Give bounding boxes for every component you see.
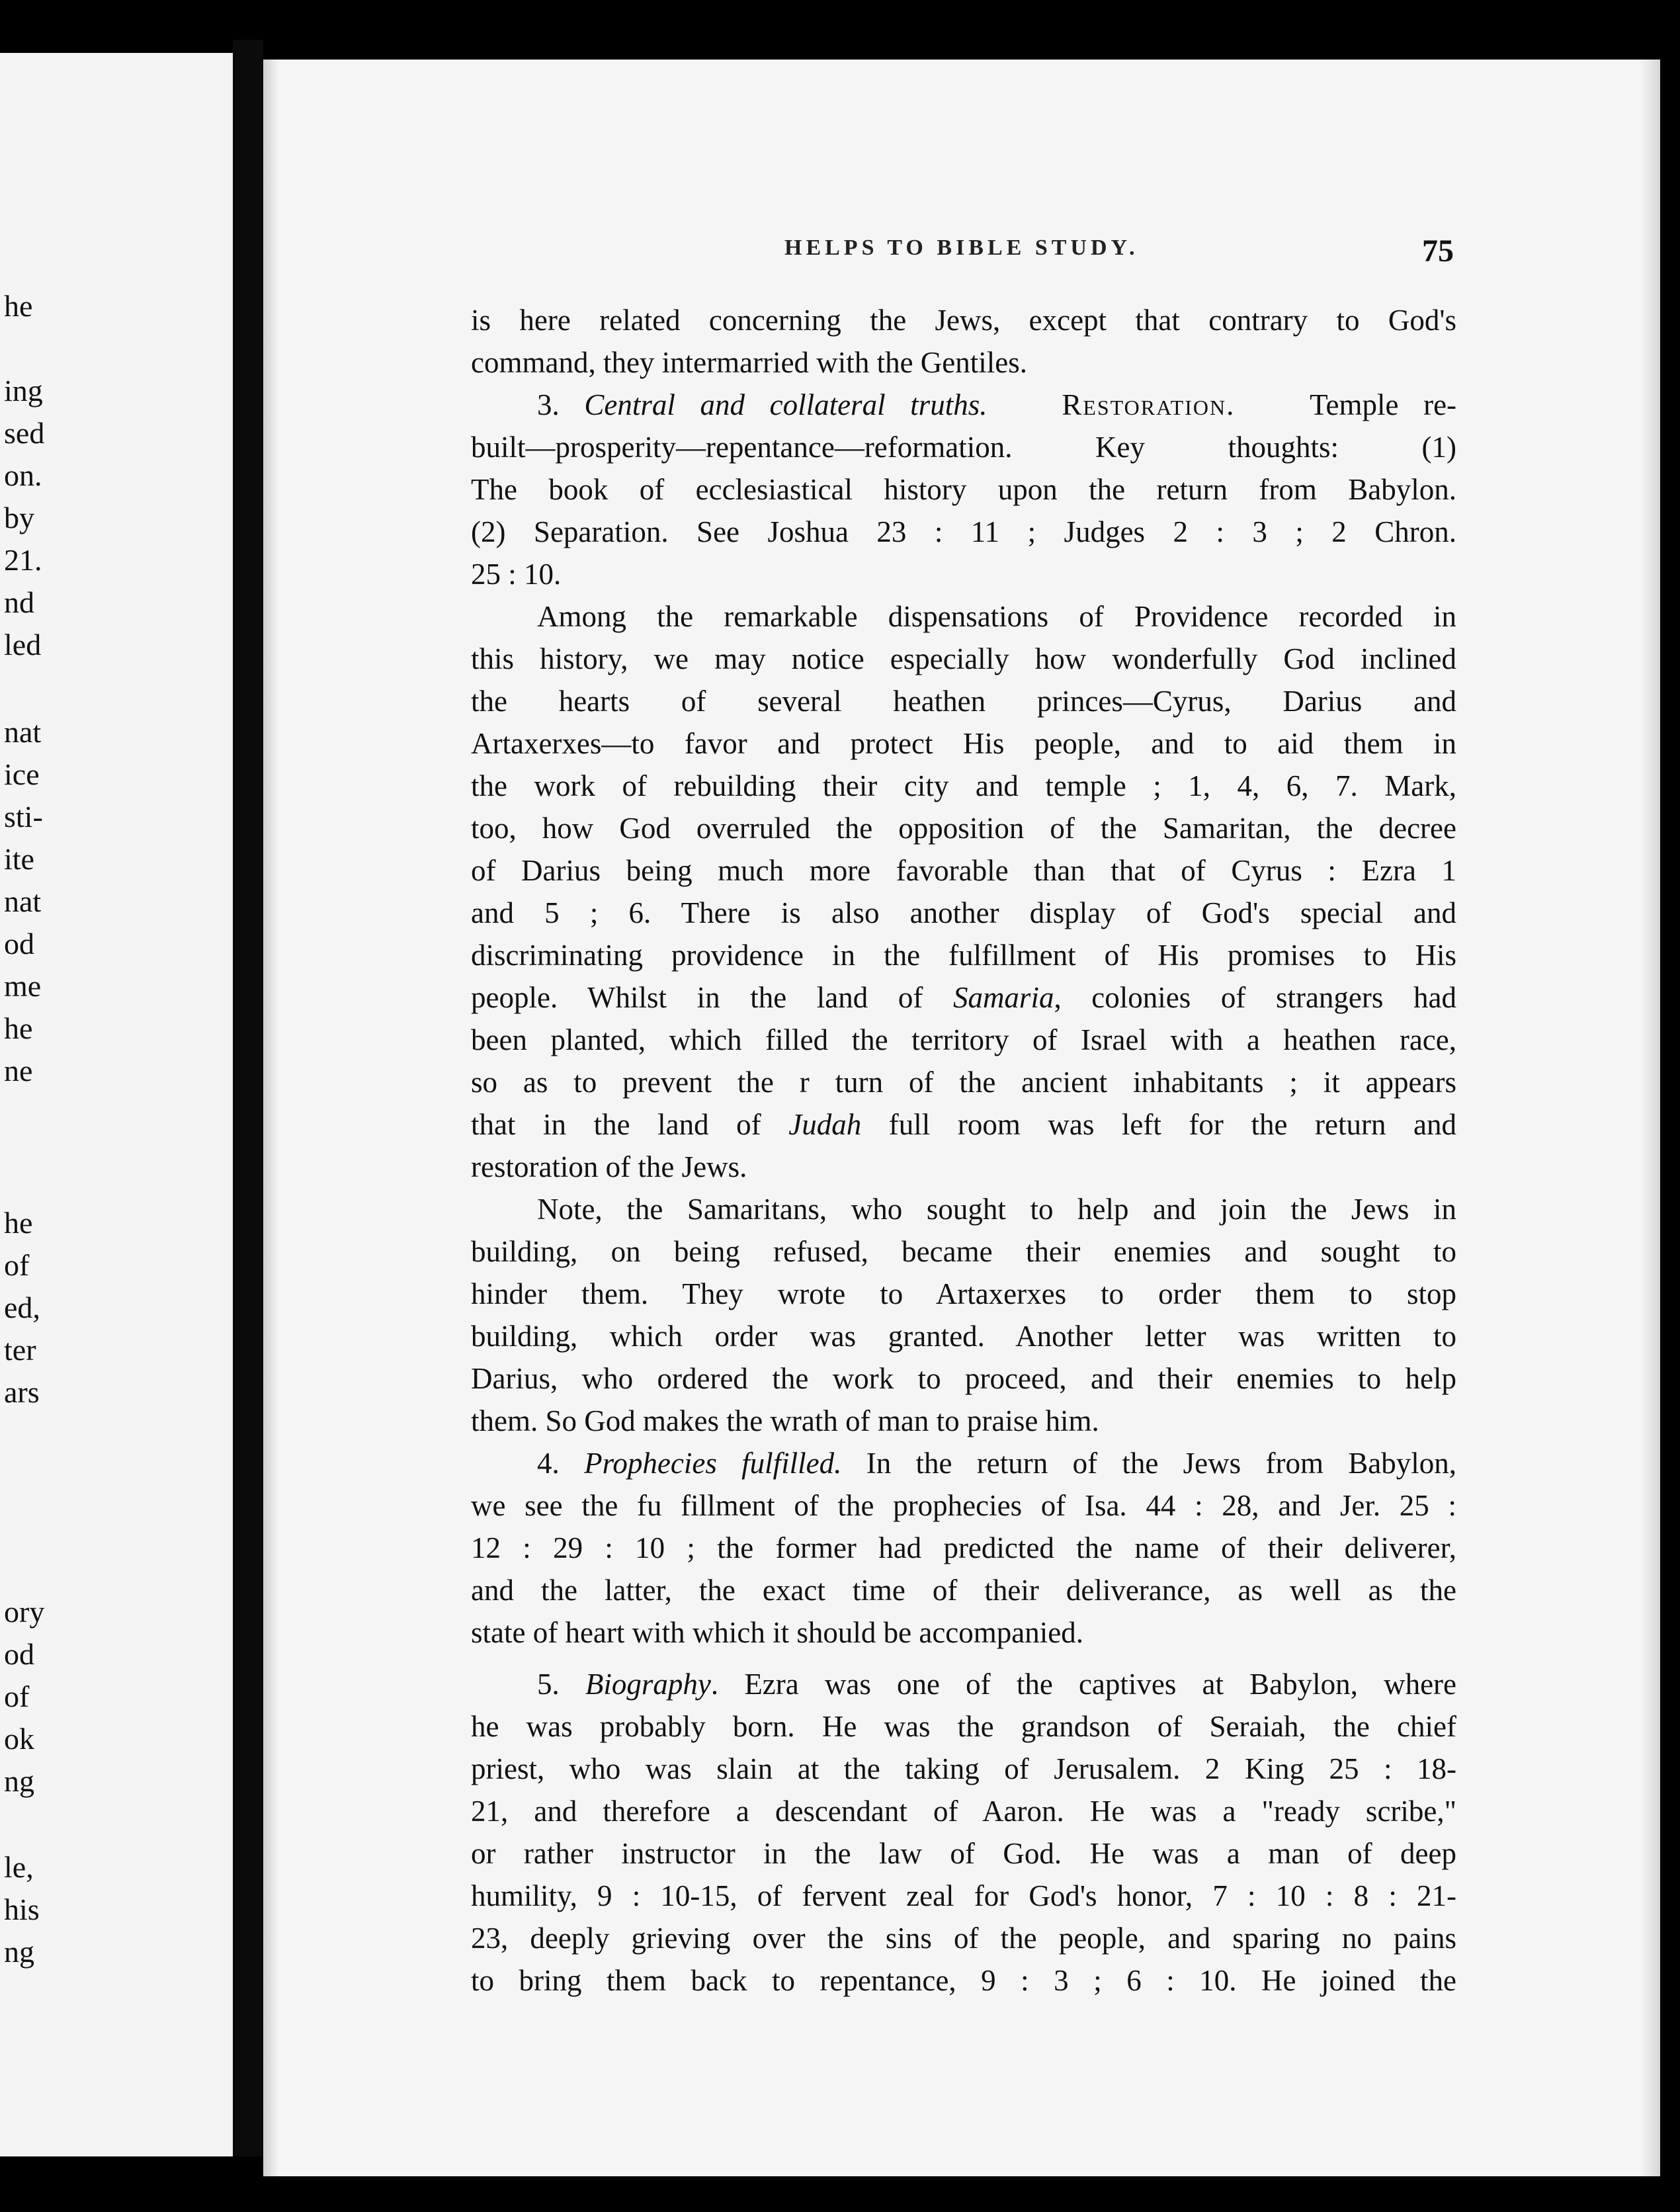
left-page-text-fragment: sed (4, 416, 45, 450)
text-line: this history, we may notice especially how wonderfully God inclined (471, 642, 1456, 675)
section-heading-line (471, 1442, 1456, 1484)
text-line: Note, the Samaritans, who sought to help and join the Jews in (537, 1193, 1456, 1226)
text-line: discriminating providence in the fulfillment of His promises to His (471, 939, 1456, 972)
book-gutter (233, 40, 263, 2156)
left-page-text-fragment: ed, (4, 1291, 40, 1324)
text-line: too, how God overruled the opposition of the Samaritan, the decree (471, 812, 1456, 845)
text-line: The book of ecclesiastical history upon the return from Babylon. (471, 473, 1456, 506)
left-page-text-fragment: sti- (4, 800, 43, 833)
text-line: priest, who was slain at the taking of Jerusalem. 2 King 25 : 18- (471, 1752, 1456, 1785)
section-heading-line (471, 384, 1456, 426)
text-line: Artaxerxes—to favor and protect His people, and to aid them in (471, 727, 1456, 760)
running-head: HELPS TO BIBLE STUDY. (784, 235, 1139, 260)
text-line: (2) Separation. See Joshua 23 : 11 ; Judges 2 : 3 ; 2 Chron. (471, 515, 1456, 548)
text-line (471, 1103, 1456, 1146)
text-line: state of heart with which it should be accompanied. (471, 1616, 1083, 1649)
left-page-text-fragment: me (4, 969, 42, 1003)
text-line: and 5 ; 6. There is also another display of God's special and (471, 896, 1456, 929)
left-page-text-fragment: ice (4, 757, 40, 791)
text-line: Among the remarkable dispensations of Providence recorded in (537, 600, 1456, 633)
text-line: hinder them. They wrote to Artaxerxes to order them to stop (471, 1277, 1456, 1310)
page-number: 75 (1422, 234, 1454, 269)
text-line: built—prosperity—repentance—reformation. Key thoughts: (1) (471, 431, 1456, 464)
left-page-text-fragment: 21. (4, 543, 42, 577)
text-fragment: . Ezra was one of the captives at Babylon, where (710, 1668, 1457, 1701)
section-heading-line (471, 1663, 1456, 1705)
left-page-text-fragment: by (4, 501, 34, 534)
section-number: 5. (537, 1668, 585, 1701)
left-page-text-fragment: on. (4, 458, 42, 492)
text-line: he was probably born. He was the grandson of Seraiah, the chief (471, 1710, 1456, 1743)
text-line: 12 : 29 : 10 ; the former had predicted the name of their deliverer, (471, 1531, 1456, 1564)
text-line: is here related concerning the Jews, except that contrary to God's (471, 304, 1456, 337)
left-page-text-fragment: led (4, 628, 42, 661)
text-body (471, 299, 1456, 2002)
left-page-text-fragment: he (4, 289, 33, 323)
text-line: humility, 9 : 10-15, of fervent zeal for God's honor, 7 : 10 : 8 : 21- (471, 1879, 1456, 1912)
text-line: so as to prevent the r turn of the ancient inhabitants ; it appears (471, 1066, 1456, 1099)
left-page-text-fragment: nat (4, 884, 42, 918)
left-page-text-fragment: his (4, 1893, 40, 1926)
text-fragment: In the return of the Jews from Babylon, (841, 1447, 1457, 1480)
left-page-text-fragment: od (4, 927, 34, 960)
text-fragment: Temple re- (1310, 388, 1457, 421)
place-name: Judah (788, 1108, 862, 1141)
text-line: them. So God makes the wrath of man to praise him. (471, 1404, 1099, 1437)
left-page-text-fragment: nd (4, 585, 34, 619)
text-fragment: people. Whilst in the land of (471, 981, 953, 1014)
left-page-text-fragment: ok (4, 1722, 34, 1756)
left-page-text-fragment: od (4, 1637, 34, 1671)
place-name: Samaria (952, 981, 1054, 1014)
text-line: building, on being refused, became their enemies and sought to (471, 1235, 1456, 1268)
left-page-text-fragment: he (4, 1206, 33, 1240)
text-line: 23, deeply grieving over the sins of the people, and sparing no pains (471, 1922, 1456, 1955)
left-page-text-fragment: ng (4, 1935, 34, 1969)
page-edge-shadow (1640, 60, 1660, 2176)
left-page-text-fragment: ars (4, 1375, 40, 1409)
left-page-text-fragment: le, (4, 1850, 34, 1884)
section-heading: Biography (585, 1668, 711, 1701)
text-line (471, 976, 1456, 1019)
text-line: the hearts of several heathen princes—Cyrus, Darius and (471, 685, 1456, 718)
text-line: and the latter, the exact time of their deliverance, as well as the (471, 1574, 1456, 1607)
text-line: command, they intermarried with the Gentiles. (471, 346, 1028, 379)
section-number: 3. (537, 388, 585, 421)
text-fragment: , colonies of strangers had (1054, 981, 1456, 1014)
section-heading: Central and collateral truths. (584, 388, 987, 421)
text-fragment: full room was left for the return and (861, 1108, 1456, 1141)
left-page-text-fragment: ite (4, 842, 34, 876)
text-line: restoration of the Jews. (471, 1150, 747, 1183)
left-page-text-fragment: of (4, 1248, 30, 1282)
text-line: 21, and therefore a descendant of Aaron. He was a "ready scribe," (471, 1795, 1456, 1828)
left-page-text-fragment: ne (4, 1054, 33, 1087)
left-page-text-fragment: he (4, 1011, 33, 1045)
section-heading: Prophecies fulfilled. (584, 1447, 842, 1480)
text-line: or rather instructor in the law of God. He was a man of deep (471, 1837, 1456, 1870)
gutter-shadow (263, 60, 279, 2176)
text-line: the work of rebuilding their city and temple ; 1, 4, 6, 7. Mark, (471, 769, 1456, 802)
text-line: we see the fu fillment of the prophecies of Isa. 44 : 28, and Jer. 25 : (471, 1489, 1456, 1522)
text-line: 25 : 10. (471, 558, 562, 591)
section-keyword: Restoration. (1062, 388, 1236, 421)
section-number: 4. (537, 1447, 585, 1480)
text-fragment: that in the land of (471, 1108, 789, 1141)
left-page-text-fragment: ter (4, 1333, 36, 1367)
text-line: been planted, which filled the territory of Israel with a heathen race, (471, 1023, 1456, 1056)
left-page-text-fragment: nat (4, 715, 42, 749)
left-page-fragment (0, 53, 233, 2156)
left-page-text-fragment: of (4, 1680, 30, 1713)
left-page-text-fragment: ory (4, 1595, 45, 1629)
left-page-text-fragment: ng (4, 1764, 34, 1798)
text-line: of Darius being much more favorable than that of Cyrus : Ezra 1 (471, 854, 1456, 887)
text-line: Darius, who ordered the work to proceed, and their enemies to help (471, 1362, 1456, 1395)
left-page-text-fragment: ing (4, 374, 43, 407)
text-line: to bring them back to repentance, 9 : 3 ; 6 : 10. He joined the (471, 1964, 1456, 1997)
text-line: building, which order was granted. Another letter was written to (471, 1320, 1456, 1353)
